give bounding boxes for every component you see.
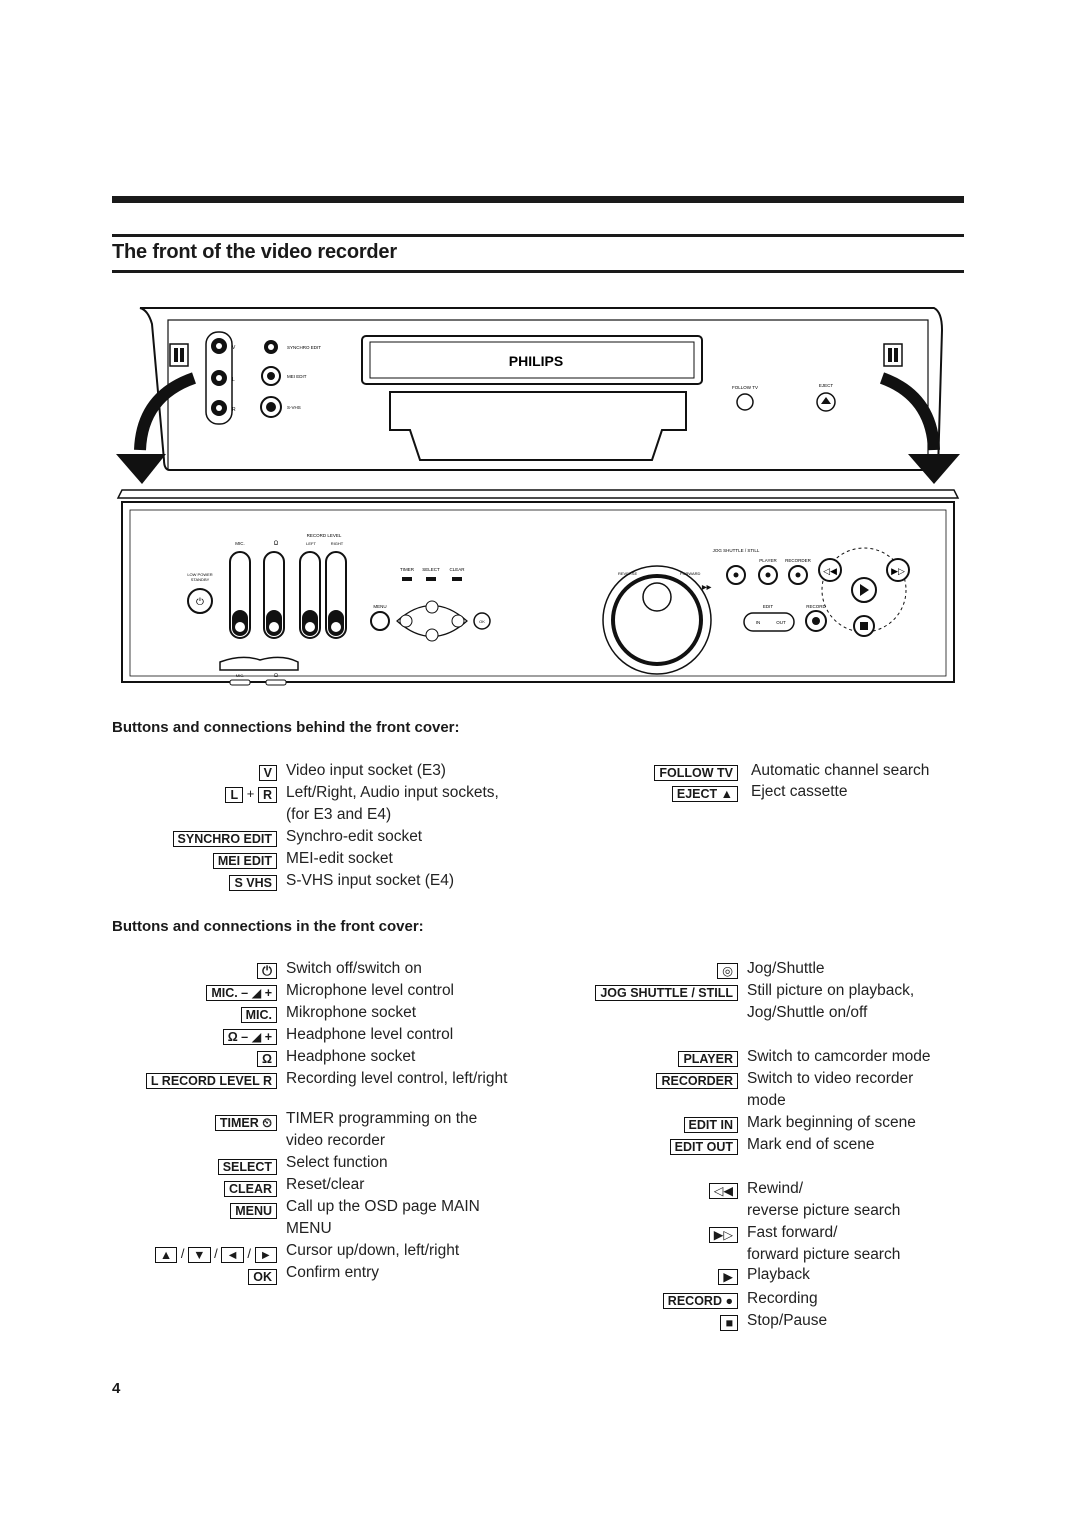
label-s-vhs: S-VHS	[287, 405, 301, 410]
label-r: R	[232, 407, 236, 413]
svg-text:RECORD: RECORD	[806, 604, 826, 609]
label-follow-tv: FOLLOW TV	[732, 385, 758, 390]
svg-text:◁◀: ◁◀	[823, 566, 837, 576]
page-number: 4	[112, 1380, 121, 1397]
label-synchro-edit: SYNCHRO EDIT	[287, 345, 322, 350]
svg-text:RECORDER: RECORDER	[785, 558, 811, 563]
svg-text:MENU: MENU	[373, 604, 387, 609]
section-behind-title: Buttons and connections behind the front cover:	[112, 719, 460, 736]
svg-text:REVERSE: REVERSE	[618, 571, 638, 576]
title-rule-top	[112, 234, 964, 237]
svg-text:FORWARD: FORWARD	[680, 571, 701, 576]
svg-text:RIGHT: RIGHT	[330, 541, 344, 546]
brand-logo: PHILIPS	[508, 353, 564, 369]
vcr-front-illustration	[112, 300, 964, 695]
svg-text:TIMER: TIMER	[400, 567, 414, 572]
label-l: L	[232, 377, 235, 383]
svg-text:Ω: Ω	[274, 673, 278, 679]
in-left-descs: Switch off/switch on Microphone level control Mikrophone socket Headphone level control Headphone socket Recording level control, left/right TIMER programming on the video recorder Select function Reset/clear Call up the OSD page MAIN MENU Cursor up/down, left/right Confirm entry	[286, 960, 508, 1281]
svg-text:Ω: Ω	[273, 541, 279, 547]
svg-text:MIC.: MIC.	[235, 541, 245, 546]
label-mei-edit: MEI EDIT	[287, 374, 307, 379]
section-in-title: Buttons and connections in the front cover:	[112, 918, 424, 935]
svg-text:OUT: OUT	[776, 620, 786, 625]
svg-text:▶▷: ▶▷	[891, 566, 905, 576]
svg-text:JOG SHUTTLE / STILL: JOG SHUTTLE / STILL	[712, 548, 760, 553]
label-eject: EJECT	[818, 383, 834, 388]
page-title: The front of the video recorder	[112, 241, 397, 263]
svg-text:LEFT: LEFT	[306, 541, 316, 546]
svg-text:EDIT: EDIT	[762, 604, 774, 609]
in-right-descs: Jog/Shuttle Still picture on playback, Jog/Shuttle on/off Switch to camcorder mode Switch to video recorder mode Mark beginning of scene Mark end of scene Rewind/ reverse picture search Fast forward/ forward picture search Playback Recording Stop/Pause	[747, 960, 931, 1329]
svg-text:OK: OK	[479, 619, 485, 624]
label-record-level: RECORD LEVEL	[306, 533, 342, 538]
in-right-keys: ◎ JOG SHUTTLE / STILL PLAYER RECORDER EDIT IN EDIT OUT ◁◀ ▶▷ ▶ RECORD ● ■	[560, 960, 738, 1332]
top-rule-thick	[112, 196, 964, 203]
svg-text:IN: IN	[755, 620, 761, 625]
behind-right-descs: Automatic channel search Eject cassette	[751, 762, 930, 800]
svg-text:⏻: ⏻	[196, 597, 204, 608]
behind-left-descs: Video input socket (E3) Left/Right, Audio input sockets, (for E3 and E4) Synchro-edit socket MEI-edit socket S-VHS input socket (E4)	[286, 762, 499, 889]
svg-text:▶▶: ▶▶	[702, 585, 712, 591]
svg-text:SELECT: SELECT	[422, 567, 440, 572]
behind-left-keys: V L + R SYNCHRO EDIT MEI EDIT S VHS	[112, 762, 277, 892]
title-rule-bottom	[112, 270, 964, 273]
svg-text:MIC.: MIC.	[235, 673, 245, 678]
in-left-keys: ⏻ MIC. – ◢ + MIC. Ω – ◢ + Ω L RECORD LEVEL R TIMER ⏲ SELECT CLEAR MENU ▲ / ▼ / ◄ / ► OK	[112, 960, 277, 1290]
behind-right-keys: FOLLOW TV EJECT ▲	[560, 762, 738, 806]
svg-text:LOW POWER: LOW POWER	[187, 572, 213, 577]
svg-text:PLAYER: PLAYER	[759, 558, 777, 563]
svg-text:STANDBY: STANDBY	[190, 577, 210, 582]
svg-text:CLEAR: CLEAR	[449, 567, 465, 572]
label-v: V	[232, 345, 236, 351]
